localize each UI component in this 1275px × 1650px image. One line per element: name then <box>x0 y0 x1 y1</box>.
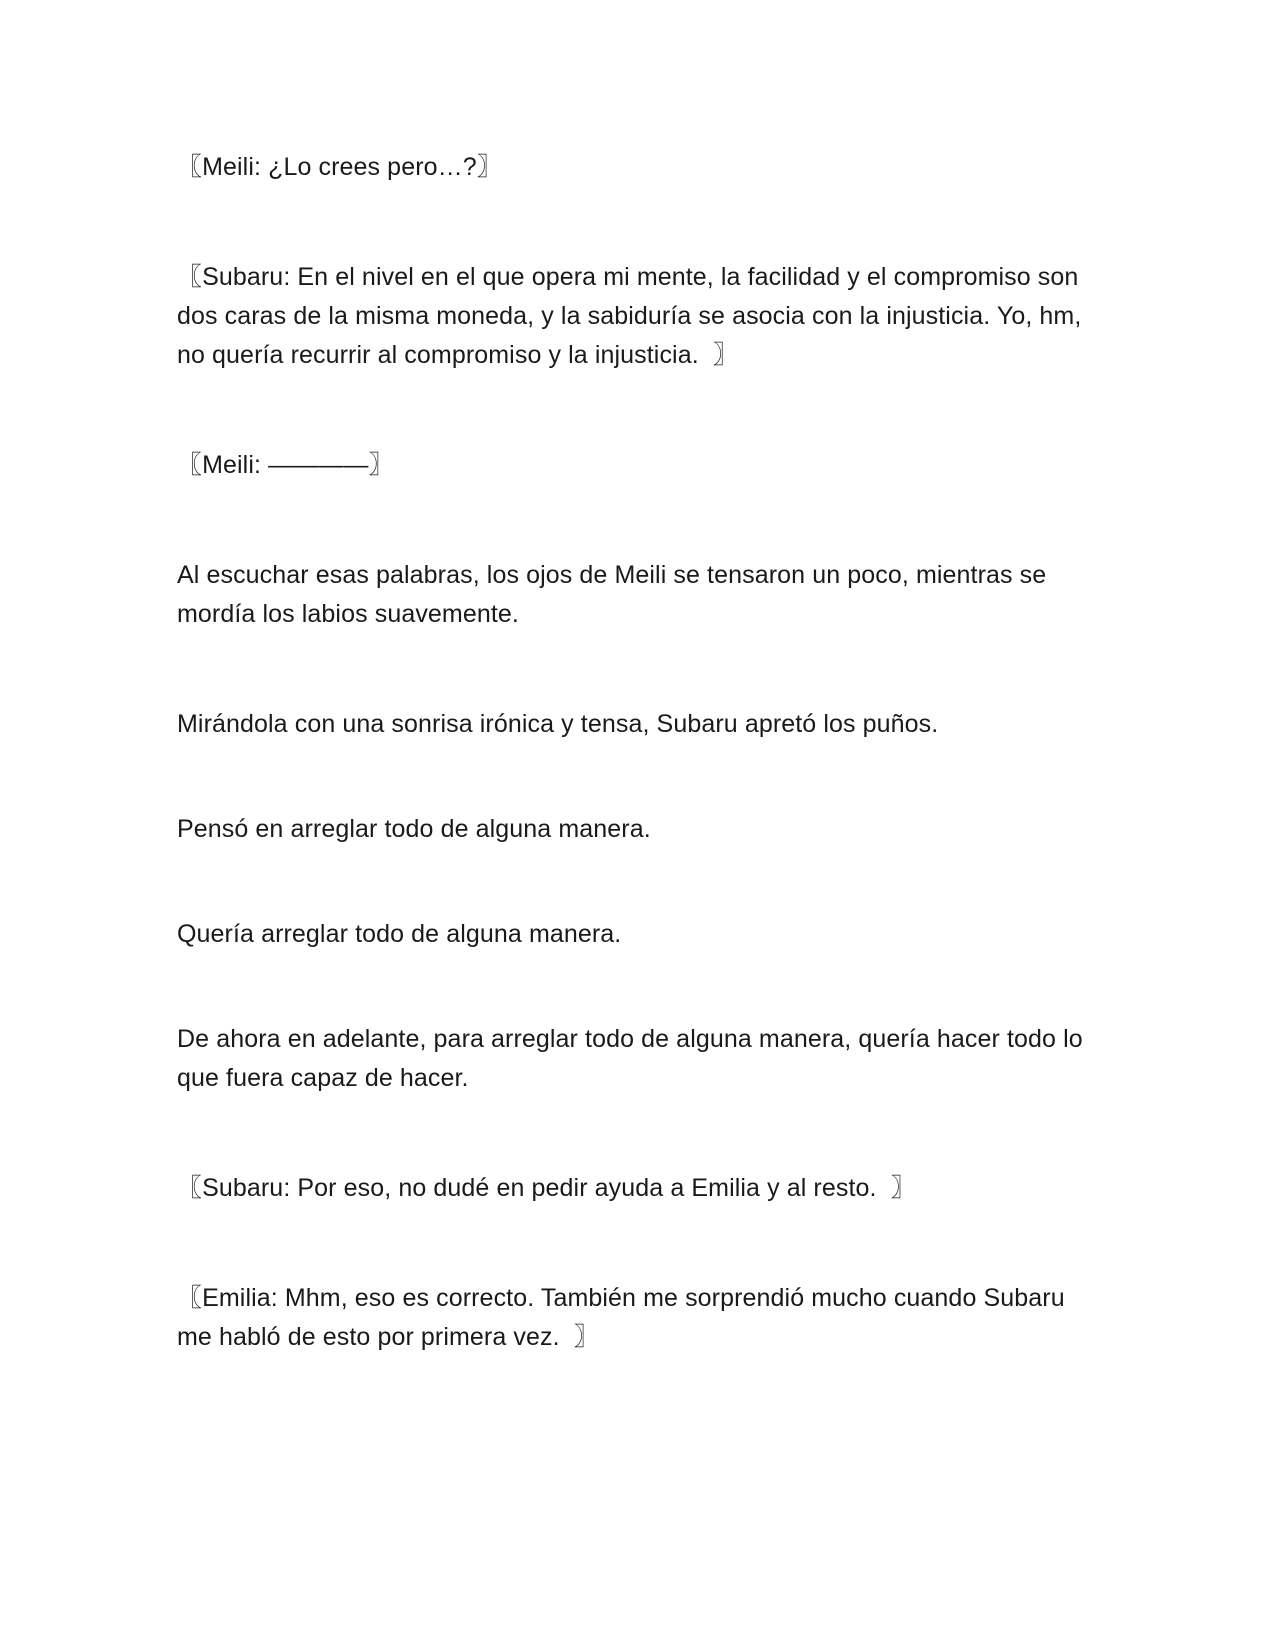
dialogue-subaru-2: 〖Subaru: Por eso, no dudé en pedir ayuda a Emilia y al resto. 〗 <box>177 1174 916 1202</box>
dialogue-emilia-1: 〖Emilia: Mhm, eso es correcto. También me sorprendió mucho cuando Subaru me habló de esto por primera vez. 〗 <box>177 1284 1072 1351</box>
narration-paragraph-1: Al escuchar esas palabras, los ojos de Meili se tensaron un poco, mientras se mordía los labios suavemente. <box>177 561 1054 628</box>
narration-paragraph-3: Pensó en arreglar todo de alguna manera. <box>177 815 651 843</box>
narration-paragraph-5: De ahora en adelante, para arreglar todo de alguna manera, quería hacer todo lo que fuera capaz de hacer. <box>177 1025 1090 1092</box>
narration-paragraph-4: Quería arreglar todo de alguna manera. <box>177 920 622 948</box>
body-text <box>177 148 1097 1357</box>
dialogue-subaru-1: 〖Subaru: En el nivel en el que opera mi mente, la facilidad y el compromiso son dos caras de la misma moneda, y la sabiduría se asocia con la injusticia. Yo, hm, no quería recurrir al compromiso y la injusticia. 〗 <box>177 263 1089 369</box>
dialogue-meili-2: 〖Meili: ————〗 <box>177 451 394 479</box>
dialogue-meili-1: 〖Meili: ¿Lo crees pero…?〗 <box>177 153 502 181</box>
narration-paragraph-2: Mirándola con una sonrisa irónica y tensa, Subaru apretó los puños. <box>177 710 939 738</box>
